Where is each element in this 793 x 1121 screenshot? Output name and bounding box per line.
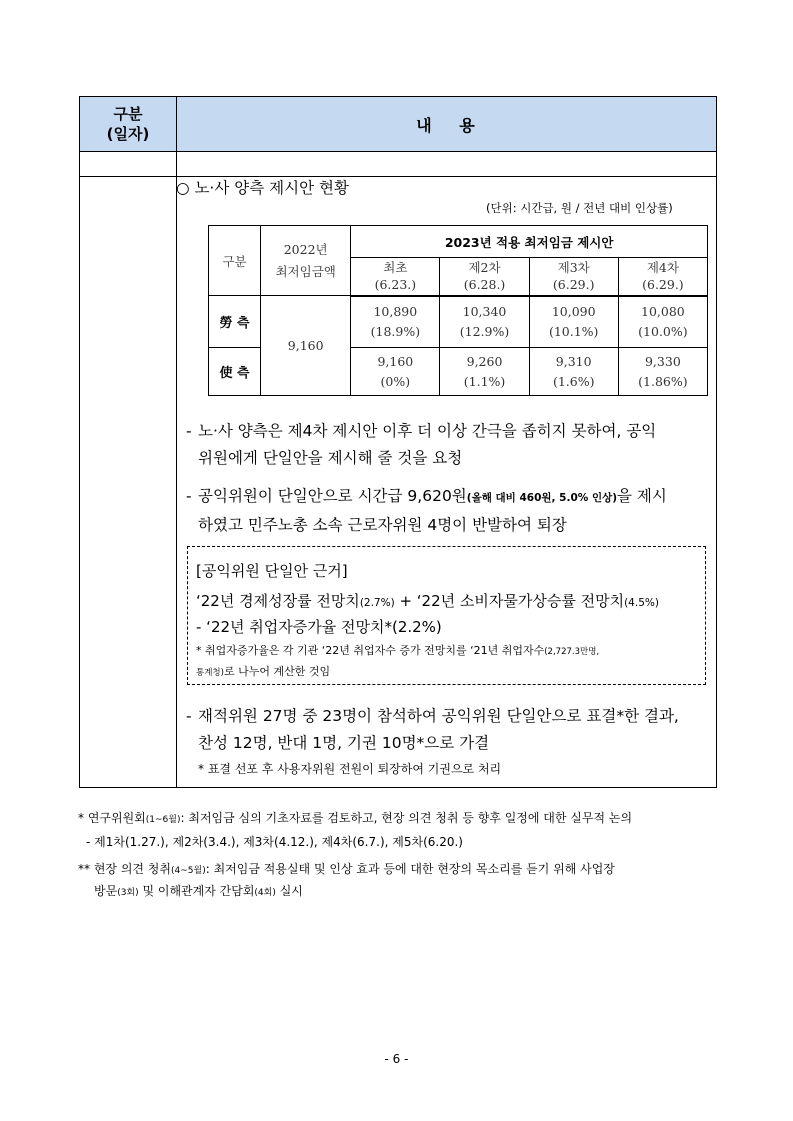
value-amount: 9,160: [377, 353, 414, 369]
paragraph-request: [186, 418, 716, 472]
header-category-cell: [80, 97, 177, 152]
round-name: 제4차: [646, 260, 679, 276]
value-rate: (1.6%): [552, 373, 595, 389]
paragraph-single-proposal: [186, 483, 716, 539]
fn2-d: 방문: [94, 884, 118, 898]
labor-value: [529, 296, 618, 348]
basis-note-d: 로 나누어 계산한 것임: [223, 665, 331, 678]
round-date: (6.23.): [374, 277, 417, 293]
basis-line1-c: + ‘22년 소비자물가상승률 전망치: [394, 592, 625, 610]
management-value: [618, 348, 707, 396]
p3-line1: 재적위원 27명 중 23명이 참석하여 공익위원 단일안으로 표결*한 결과,: [198, 707, 679, 725]
value-amount: 10,080: [641, 303, 685, 319]
value-amount: 10,090: [551, 303, 596, 319]
management-value: [440, 348, 529, 396]
value-amount: 10,890: [373, 303, 418, 319]
round-date: (6.29.): [642, 277, 684, 293]
col-2022-line2: 최저임금액: [275, 263, 336, 279]
value-amount: 10,340: [462, 303, 507, 319]
basis-line1-d: (4.5%): [624, 597, 659, 609]
p1-line2: 위원에게 단일안을 제시해 줄 것을 요청: [198, 449, 463, 467]
footnote-research-dates: - 제1차(1.27.), 제2차(3.4.), 제3차(4.12.), 제4차(6.7.), 제5차(6.20.): [86, 835, 463, 849]
dash-bullet: -: [186, 422, 192, 440]
vote-note: * 표결 선포 후 사용자위원 전원이 퇴장하여 기권으로 처리: [198, 762, 502, 776]
round-header: [351, 258, 440, 296]
fn2-b: (4~5월): [171, 866, 206, 876]
basis-note: [196, 641, 697, 683]
management-value: [529, 348, 618, 396]
value-rate: (0%): [380, 373, 411, 389]
fn1-a: * 연구위원회: [78, 811, 146, 825]
basis-line1: [196, 589, 697, 615]
round-header: [529, 258, 618, 296]
fn2-g: (4회): [254, 888, 276, 898]
basis-title: [공익위원 단일안 근거]: [196, 562, 348, 580]
management-label: 使 측: [209, 348, 261, 396]
col-category-header: 구분: [209, 226, 261, 296]
p2-line2: 하였고 민주노총 소속 근로자위원 4명이 반발하여 퇴장: [198, 516, 567, 534]
value-rate: (12.9%): [459, 323, 510, 339]
basis-line2: - ‘22년 취업자증가율 전망치*(2.2%): [196, 618, 442, 636]
round-name: 제3차: [557, 260, 590, 276]
value-rate: (18.9%): [370, 323, 421, 339]
group-header-2023: 2023년 적용 최저임금 제시안: [351, 226, 708, 258]
fn1-c: : 최저임금 심의 기초자료를 검토하고, 현장 의견 청취 등 향후 일정에 대한 실무적 논의: [180, 811, 633, 825]
p1-line1: 노·사 양측은 제4차 제시안 이후 더 이상 간극을 좁히지 못하여, 공익: [198, 422, 657, 440]
management-value: [351, 348, 440, 396]
footnote-field-hearing-line2: [94, 882, 303, 899]
value-amount: 9,310: [555, 353, 592, 369]
unit-note: (단위: 시간급, 원 / 전년 대비 인상률): [486, 201, 673, 215]
p2-line1-a: 공익위원이 단일안으로 시간급 9,620원: [198, 487, 467, 505]
footnote-field-hearing: [78, 860, 615, 877]
col-2022-line1: 2022년: [283, 241, 328, 257]
basis-box: [187, 546, 706, 685]
footnote-research-committee: [78, 809, 632, 826]
value-rate: (1.86%): [638, 373, 688, 389]
fn1-b: (1~6월): [145, 815, 181, 825]
col-2022-header: [261, 226, 351, 296]
basis-line1-a: ‘22년 경제성장률 전망치: [196, 592, 360, 610]
p2-line1-c: 을 제시: [617, 487, 667, 505]
labor-value: [351, 296, 440, 348]
fn2-e: (3회): [117, 888, 139, 898]
round-date: (6.29.): [552, 277, 595, 293]
fn2-a: ** 현장 의견 청취: [78, 862, 171, 876]
value-rate: (10.0%): [638, 323, 688, 339]
p3-line2: 찬성 12명, 반대 1명, 기권 10명*으로 가결: [198, 734, 490, 752]
round-header: [440, 258, 529, 296]
basis-line1-b: (2.7%): [359, 597, 395, 609]
basis-note-c: 통계청): [196, 668, 224, 678]
fn2-f: 및 이해관계자 간담회: [138, 884, 255, 898]
value-amount: 9,330: [644, 353, 681, 369]
header-category-label: 구분: [113, 105, 143, 123]
labor-value: [440, 296, 529, 348]
header-content-label: 내 용: [416, 115, 477, 135]
value-amount: 9,260: [466, 353, 503, 369]
labor-label: 勞 측: [209, 296, 261, 348]
date-column: [80, 177, 177, 787]
labor-value: [618, 296, 707, 348]
header-spacer-right: [177, 152, 716, 177]
p2-line1-b: (올해 대비 460원, 5.0% 인상): [466, 492, 618, 504]
header-date-label: (일자): [106, 125, 150, 143]
basis-note-a: * 취업자증가율은 각 기관 ‘22년 취업자수 증가 전망치를 ‘21년 취업자수: [196, 644, 545, 657]
round-name: 제2차: [468, 260, 501, 276]
fn2-h: 실시: [275, 884, 303, 898]
amount-2022: 9,160: [261, 296, 351, 396]
page-number: - 6 -: [384, 1052, 409, 1066]
header-content-cell: [177, 97, 716, 152]
dash-bullet: -: [186, 707, 192, 725]
fn2-c: : 최저임금 적용실태 및 인상 효과 등에 대한 현장의 목소리를 듣기 위해 사업장: [205, 862, 615, 876]
dash-bullet: -: [186, 487, 192, 505]
paragraph-vote: [186, 703, 716, 757]
section-title: ○ 노·사 양측 제시안 현황: [176, 179, 349, 197]
header-spacer-left: [80, 152, 177, 177]
basis-note-b: (2,727.3만명,: [544, 647, 600, 657]
round-date: (6.28.): [463, 277, 506, 293]
proposal-table: [208, 225, 708, 396]
round-name: 최초: [383, 260, 408, 276]
value-rate: (1.1%): [463, 373, 506, 389]
value-rate: (10.1%): [548, 323, 599, 339]
round-header: [618, 258, 707, 296]
